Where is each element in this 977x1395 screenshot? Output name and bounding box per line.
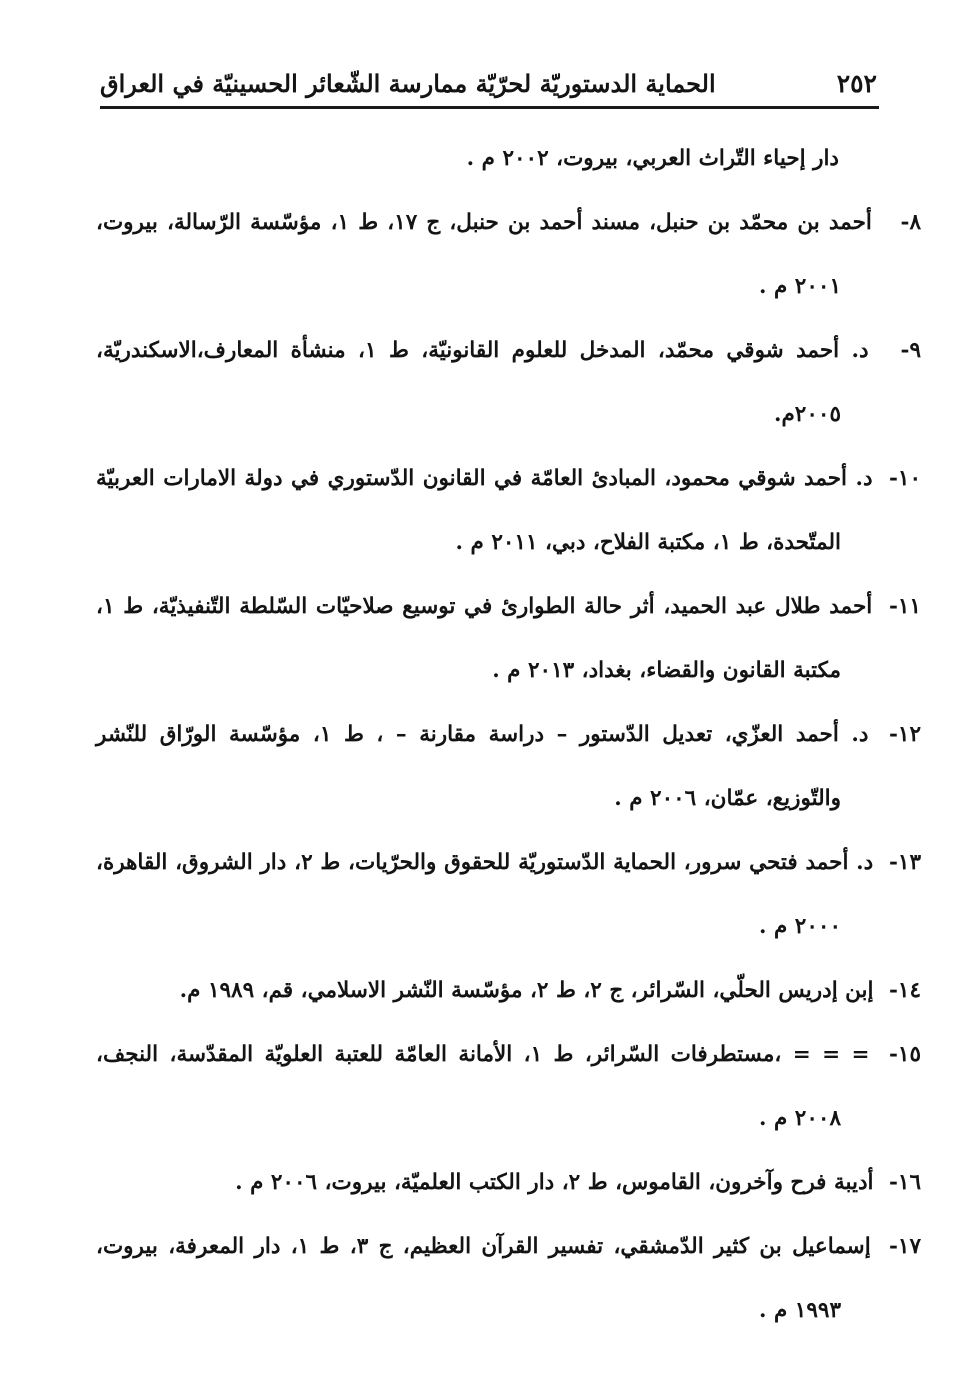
references-list <box>96 127 922 1343</box>
page-header <box>100 64 877 102</box>
page-number: ٢٥٢ <box>836 68 877 98</box>
reference-item: ١٢- د. أحمد العزّي، تعديل الدّستور – دراسة مقارنة – ، ط ١، مؤسّسة الورّاق للنّشر والتّوزيع، عمّان، ٢٠٠٦ م . <box>96 722 921 811</box>
reference-item: ٨- أحمد بن محمّد بن حنبل، مسند أحمد بن حنبل، ج ١٧، ط ١، مؤسّسة الرّسالة، بيروت، ٢٠٠١ م . <box>96 210 921 299</box>
reference-text: أديبة فرح وآخرون، القاموس، ط ٢، دار الكتب العلميّة، بيروت، ٢٠٠٦ م . <box>235 1170 874 1195</box>
reference-item: ١٥- = = = ،مستطرفات السّرائر، ط ١، الأمانة العامّة للعتبة العلويّة المقدّسة، النجف، ٢٠٠٨ م . <box>96 1042 921 1131</box>
reference-item <box>96 127 881 191</box>
reference-text: أحمد طلال عبد الحميد، أثر حالة الطوارئ في توسيع صلاحيّات السّلطة التّنفيذيّة، ط ١، مكتبة القانون والقضاء، بغداد، ٢٠١٣ م . <box>96 594 873 683</box>
reference-item: ١٧- إسماعيل بن كثير الدّمشقي، تفسير القرآن العظيم، ج ٣، ط ١، دار المعرفة، بيروت، ١٩٩٣ م . <box>96 1234 921 1323</box>
reference-item: ١١- أحمد طلال عبد الحميد، أثر حالة الطوارئ في توسيع صلاحيّات السّلطة التّنفيذيّة، ط ١، مكتبة القانون والقضاء، بغداد، ٢٠١٣ م . <box>96 594 921 683</box>
reference-text: إبن إدريس الحلّي، السّرائر، ج ٢، ط ٢، مؤسّسة النّشر الاسلامي، قم، ١٩٨٩ م. <box>179 978 874 1003</box>
header-divider <box>100 106 879 109</box>
reference-text: إسماعيل بن كثير الدّمشقي، تفسير القرآن العظيم، ج ٣، ط ١، دار المعرفة، بيروت، ١٩٩٣ م . <box>96 1234 871 1323</box>
reference-item: ٩- د. أحمد شوقي محمّد، المدخل للعلوم القانونيّة، ط ١، منشأة المعارف،الاسكندريّة، ٢٠٠٥م. <box>96 338 921 427</box>
reference-item: ١٠- د. أحمد شوقي محمود، المبادئ العامّة في القانون الدّستوري في دولة الامارات العربيّة المتّحدة، ط ١، مكتبة الفلاح، دبي، ٢٠١١ م . <box>96 466 921 555</box>
reference-text: دار إحياء التّراث العربي، بيروت، ٢٠٠٢ م . <box>466 146 839 171</box>
reference-text: د. أحمد شوقي محمّد، المدخل للعلوم القانونيّة، ط ١، منشأة المعارف،الاسكندريّة، ٢٠٠٥م. <box>96 338 869 427</box>
reference-text: = = = ،مستطرفات السّرائر، ط ١، الأمانة العامّة للعتبة العلويّة المقدّسة، النجف، ٢٠٠٨ م . <box>96 1042 870 1131</box>
reference-item: ١٦- أديبة فرح وآخرون، القاموس، ط ٢، دار الكتب العلميّة، بيروت، ٢٠٠٦ م . <box>235 1170 921 1195</box>
reference-text: أحمد بن محمّد بن حنبل، مسند أحمد بن حنبل، ج ١٧، ط ١، مؤسّسة الرّسالة، بيروت، ٢٠٠١ م . <box>96 210 872 299</box>
reference-item: ١٣- د. أحمد فتحي سرور، الحماية الدّستوريّة للحقوق والحرّيات، ط ٢، دار الشروق، القاهرة، ٢٠٠٠ م . <box>96 850 922 939</box>
reference-text: د. أحمد شوقي محمود، المبادئ العامّة في القانون الدّستوري في دولة الامارات العربيّة المتّحدة، ط ١، مكتبة الفلاح، دبي، ٢٠١١ م . <box>96 466 873 555</box>
reference-text: د. أحمد فتحي سرور، الحماية الدّستوريّة للحقوق والحرّيات، ط ٢، دار الشروق، القاهرة، ٢٠٠٠ م . <box>96 850 874 939</box>
running-title: الحماية الدستوريّة لحرّيّة ممارسة الشّعائر الحسينيّة في العراق <box>100 68 716 98</box>
reference-item: ١٤- إبن إدريس الحلّي، السّرائر، ج ٢، ط ٢، مؤسّسة النّشر الاسلامي، قم، ١٩٨٩ م. <box>179 978 921 1003</box>
reference-text: د. أحمد العزّي، تعديل الدّستور – دراسة مقارنة – ، ط ١، مؤسّسة الورّاق للنّشر والتّوزيع، عمّان، ٢٠٠٦ م . <box>96 722 869 811</box>
